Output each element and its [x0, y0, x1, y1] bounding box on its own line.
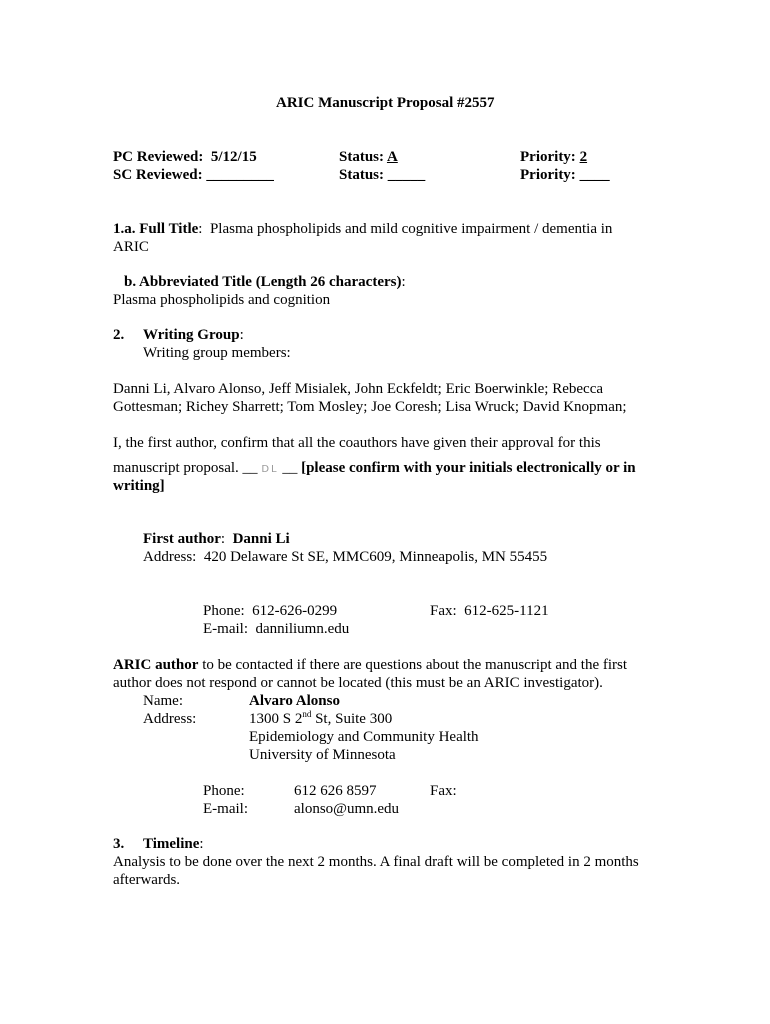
aric-author-email-label: E-mail: — [203, 801, 248, 817]
priority-pc — [520, 148, 587, 166]
aric-author-name-label: Name: — [143, 693, 183, 709]
first-author-address-label: Address: — [143, 549, 197, 565]
writing-group-colon: : — [239, 327, 244, 343]
aric-author-intro-line2: author does not respond or cannot be located (this must be an ARIC investigator). — [113, 675, 603, 691]
first-author-fax-value: 612-625-1121 — [464, 603, 549, 619]
abbrev-title-value: Plasma phospholipids and cognition — [113, 292, 331, 308]
full-title-label: 1.a. Full Title — [113, 221, 199, 237]
first-author-email — [203, 620, 349, 638]
writing-group-label: Writing Group — [143, 327, 240, 343]
writing-group-members-line1: Danni Li, Alvaro Alonso, Jeff Misialek, John Eckfeldt; Eric Boerwinkle; Rebecca — [113, 381, 604, 397]
aric-author-address-label: Address: — [143, 711, 197, 727]
full-title-text: Plasma phospholipids and mild cognitive impairment / dementia in — [209, 221, 613, 237]
priority-value: 2 — [579, 149, 588, 165]
first-author-heading — [143, 530, 290, 548]
priority-label: Priority: — [520, 167, 576, 183]
aric-author-address-line2: Epidemiology and Community Health — [249, 729, 479, 745]
aric-author-phone: 612 626 8597 — [294, 783, 377, 799]
first-author-address — [143, 548, 547, 566]
first-author-phone — [203, 602, 337, 620]
first-author-label: First author — [143, 531, 221, 547]
status-value: A — [386, 149, 398, 165]
ordinal-suffix: nd — [302, 709, 312, 719]
aric-author-email: alonso@umn.edu — [294, 801, 400, 817]
timeline-line2: afterwards. — [113, 872, 181, 888]
section-number-2: 2. — [113, 327, 125, 343]
aric-author-fax-label: Fax: — [430, 783, 457, 799]
sc-reviewed-label: SC Reviewed: — [113, 167, 203, 183]
status-blank: _____ — [387, 167, 426, 183]
aric-author-label: ARIC author — [113, 657, 199, 673]
first-author-email-label: E-mail: — [203, 621, 248, 637]
timeline-line1: Analysis to be done over the next 2 months. A final draft will be completed in 2 months — [113, 854, 639, 870]
priority-label: Priority: — [520, 149, 576, 165]
first-author-email-value: danniliumn.edu — [255, 621, 350, 637]
priority-sc — [520, 166, 610, 184]
confirm-line2 — [113, 459, 636, 479]
aric-author-address-street: 1300 S 2 — [249, 711, 303, 727]
full-title-line2: ARIC — [113, 239, 149, 255]
abbrev-title-heading — [124, 273, 406, 291]
section-number-3: 3. — [113, 836, 125, 852]
priority-blank: ____ — [579, 167, 610, 183]
first-author-fax — [430, 602, 549, 620]
writing-group-heading — [143, 326, 244, 344]
status-label: Status: — [339, 167, 385, 183]
confirm-instruction-line2: writing] — [113, 478, 165, 494]
confirm-line1: I, the first author, confirm that all the coauthors have given their approval for this — [113, 435, 601, 451]
full-title-line1 — [113, 220, 612, 238]
first-author-colon: : — [220, 531, 226, 547]
first-author-phone-value: 612-626-0299 — [252, 603, 338, 619]
pc-reviewed — [113, 148, 257, 166]
timeline-label: Timeline — [143, 836, 200, 852]
status-label: Status: — [339, 149, 385, 165]
page-title: ARIC Manuscript Proposal #2557 — [276, 95, 495, 111]
timeline-colon: : — [199, 836, 204, 852]
aric-author-intro-text: to be contacted if there are questions about the manuscript and the first — [198, 657, 628, 673]
first-author-phone-label: Phone: — [203, 603, 245, 619]
full-title-colon: : — [198, 221, 203, 237]
abbrev-title-colon: : — [401, 274, 406, 290]
confirm-line2-blank: __ — [278, 460, 302, 476]
aric-author-address-suite: St, Suite 300 — [311, 711, 393, 727]
aric-author-address-line1 — [249, 710, 392, 728]
confirm-line2-text: manuscript proposal. __ — [113, 460, 262, 476]
pc-reviewed-label: PC Reviewed: — [113, 149, 204, 165]
pc-reviewed-value: 5/12/15 — [210, 149, 257, 165]
first-author-name: Danni Li — [232, 531, 290, 547]
sc-reviewed — [113, 166, 274, 184]
writing-group-members-line2: Gottesman; Richey Sharrett; Tom Mosley; Joe Coresh; Lisa Wruck; David Knopman; — [113, 399, 627, 415]
abbrev-title-label: b. Abbreviated Title (Length 26 characters) — [124, 274, 402, 290]
confirm-instruction: [please confirm with your initials electronically or in — [301, 460, 636, 476]
first-author-address-value: 420 Delaware St SE, MMC609, Minneapolis, MN 55455 — [203, 549, 548, 565]
first-author-fax-label: Fax: — [430, 603, 457, 619]
writing-group-members-label: Writing group members: — [143, 345, 291, 361]
aric-author-intro-line1 — [113, 656, 627, 674]
aric-author-name: Alvaro Alonso — [249, 693, 340, 709]
aric-author-address-line3: University of Minnesota — [249, 747, 396, 763]
initials-signature: DL — [261, 464, 279, 475]
aric-author-phone-label: Phone: — [203, 783, 245, 799]
sc-reviewed-value: _________ — [206, 167, 274, 183]
status-pc — [339, 148, 398, 166]
status-sc — [339, 166, 425, 184]
timeline-heading — [143, 835, 204, 853]
